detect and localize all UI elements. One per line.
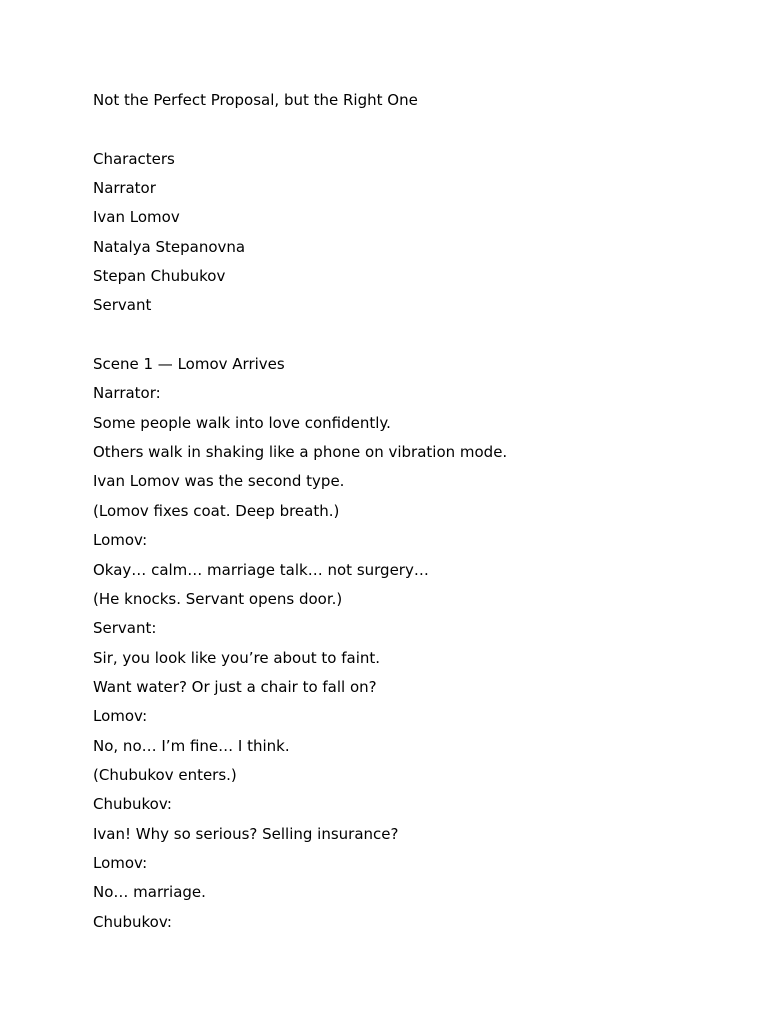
blank-line xyxy=(93,321,733,350)
dialogue-line: No, no… I’m fine… I think. xyxy=(93,736,290,755)
character-name: Ivan Lomov xyxy=(93,208,180,227)
speaker-label: Chubukov: xyxy=(93,795,172,814)
document-page xyxy=(93,86,733,937)
document-title: Not the Perfect Proposal, but the Right One xyxy=(93,91,418,109)
blank-line xyxy=(93,115,733,144)
speaker-label: Lomov: xyxy=(93,707,148,726)
character-name: Natalya Stepanovna xyxy=(93,237,246,256)
dialogue-line: Others walk in shaking like a phone on vibration mode. xyxy=(93,443,508,462)
dialogue-line: Want water? Or just a chair to fall on? xyxy=(93,677,377,696)
characters-heading: Characters xyxy=(93,149,175,168)
speaker-label: Narrator: xyxy=(93,384,161,403)
dialogue-line: Sir, you look like you’re about to faint. xyxy=(93,648,381,667)
character-name: Stepan Chubukov xyxy=(93,267,226,286)
dialogue-line: Okay… calm… marriage talk… not surgery… xyxy=(93,560,429,579)
character-name: Servant xyxy=(93,296,152,315)
character-name: Narrator xyxy=(93,179,156,198)
dialogue-line: Ivan! Why so serious? Selling insurance? xyxy=(93,824,399,843)
dialogue-line: Some people walk into love confidently. xyxy=(93,413,391,432)
stage-direction: (Chubukov enters.) xyxy=(93,765,237,784)
dialogue-line: Ivan Lomov was the second type. xyxy=(93,472,345,491)
scene-heading: Scene 1 — Lomov Arrives xyxy=(93,355,285,374)
stage-direction: (He knocks. Servant opens door.) xyxy=(93,589,343,608)
stage-direction: (Lomov fixes coat. Deep breath.) xyxy=(93,501,340,520)
speaker-label: Chubukov: xyxy=(93,912,172,931)
speaker-label: Lomov: xyxy=(93,853,148,872)
dialogue-line: No… marriage. xyxy=(93,883,206,902)
speaker-label: Servant: xyxy=(93,619,157,638)
speaker-label: Lomov: xyxy=(93,531,148,550)
